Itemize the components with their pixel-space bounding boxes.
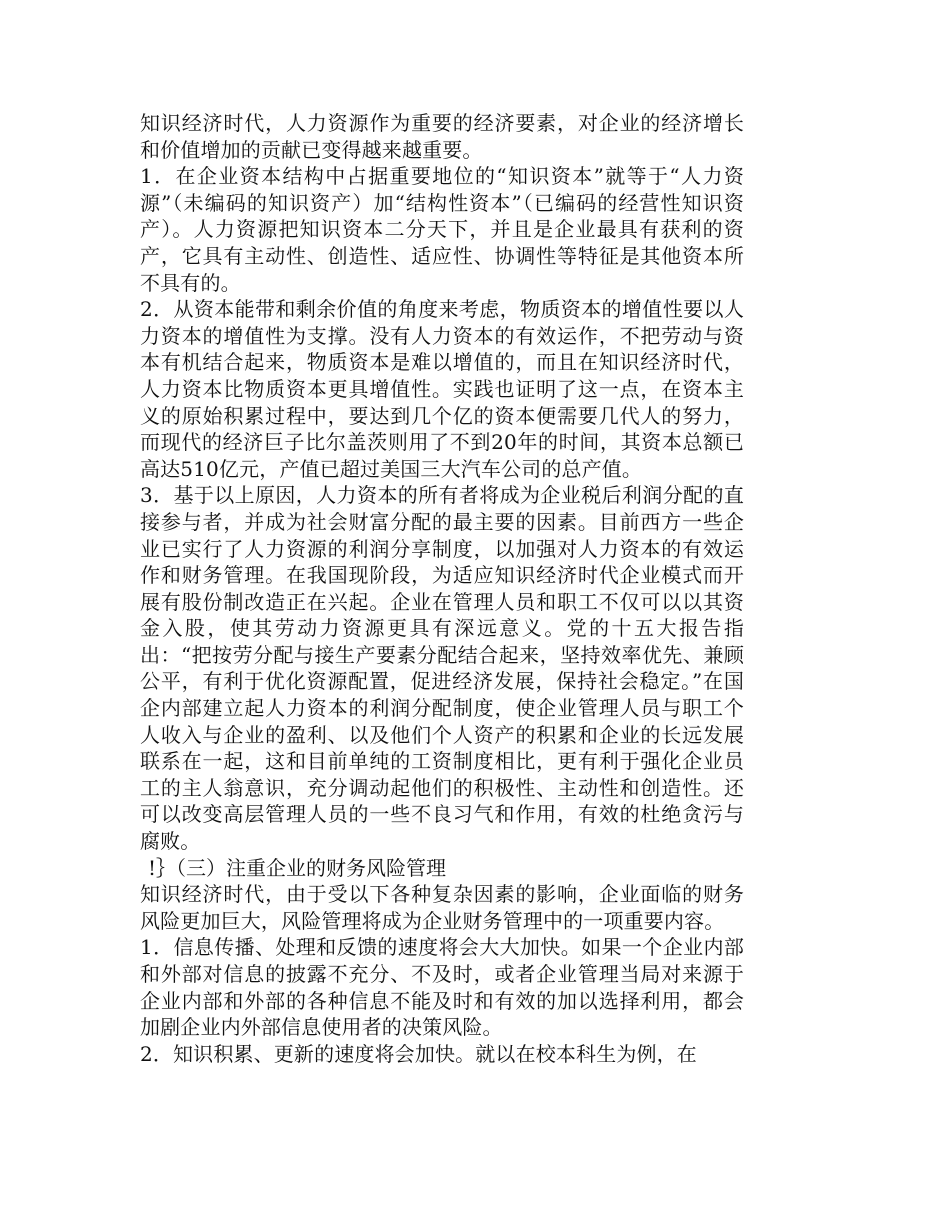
- paragraph-risk-intro: 知识经济时代，由于受以下各种复杂因素的影响，企业面临的财务风险更加巨大，风险管理将成为企业财务管理中的一项重要内容。: [140, 882, 744, 933]
- paragraph-risk-point-2: 2．知识积累、更新的速度将会加快。就以在校本科生为例，在: [140, 1041, 697, 1066]
- paragraph-point-1: 1．在企业资本结构中占据重要地位的“知识资本”就等于“人力资源”（未编码的知识资产）加“结构性资本”（已编码的经营性知识资产）。人力资源把知识资本二分天下，并且是企业最具有获利的资产，它具有主动性、创造性、适应性、协调性等特征是其他资本所不具有的。: [140, 164, 744, 295]
- paragraph-point-3: 3．基于以上原因，人力资本的所有者将成为企业税后利润分配的直接参与者，并成为社会财富分配的最主要的因素。目前西方一些企业已实行了人力资源的利润分享制度，以加强对人力资本的有效运作和财务管理。在我国现阶段，为适应知识经济时代企业模式而开展有股份制改造正在兴起。企业在管理人员和职工不仅可以以其资金入股，使其劳动力资源更具有深远意义。党的十五大报告指出：“把按劳分配与接生产要素分配结合起来，坚持效率优先、兼顾公平，有利于优化资源配置，促进经济发展，保持社会稳定。”在国企内部建立起人力资本的利润分配制度，使企业管理人员与职工个人收入与企业的盈利、以及他们个人资产的积累和企业的长远发展联系在一起，这和目前单纯的工资制度相比，更有利于强化企业员工的主人翁意识，充分调动起他们的积极性、主动性和创造性。还可以改变高层管理人员的一些不良习气和作用，有效的杜绝贪污与腐败。: [140, 483, 744, 854]
- paragraph-risk-point-1: 1．信息传播、处理和反馈的速度将会大大加快。如果一个企业内部和外部对信息的披露不充分、不及时，或者企业管理当局对来源于企业内部和外部的各种信息不能及时和有效的加以选择利用，都会加剧企业内外部信息使用者的决策风险。: [140, 935, 744, 1040]
- paragraph-intro: 知识经济时代，人力资源作为重要的经济要素，对企业的经济增长和价值增加的贡献已变得越来越重要。: [140, 111, 744, 162]
- paragraph-point-2: 2．从资本能带和剩余价值的角度来考虑，物质资本的增值性要以人力资本的增值性为支撑。没有人力资本的有效运作，不把劳动与资本有机结合起来，物质资本是难以增值的，而且在知识经济时代，人力资本比物质资本更具增值性。实践也证明了这一点，在资本主义的原始积累过程中，要达到几个亿的资本便需要几代人的努力，而现代的经济巨子比尔盖茨则用了不到20年的时间，其资本总额已高达510亿元，产值已超过美国三大汽车公司的总产值。: [140, 297, 744, 481]
- section-heading: !｝（三）注重企业的财务风险管理: [148, 855, 447, 880]
